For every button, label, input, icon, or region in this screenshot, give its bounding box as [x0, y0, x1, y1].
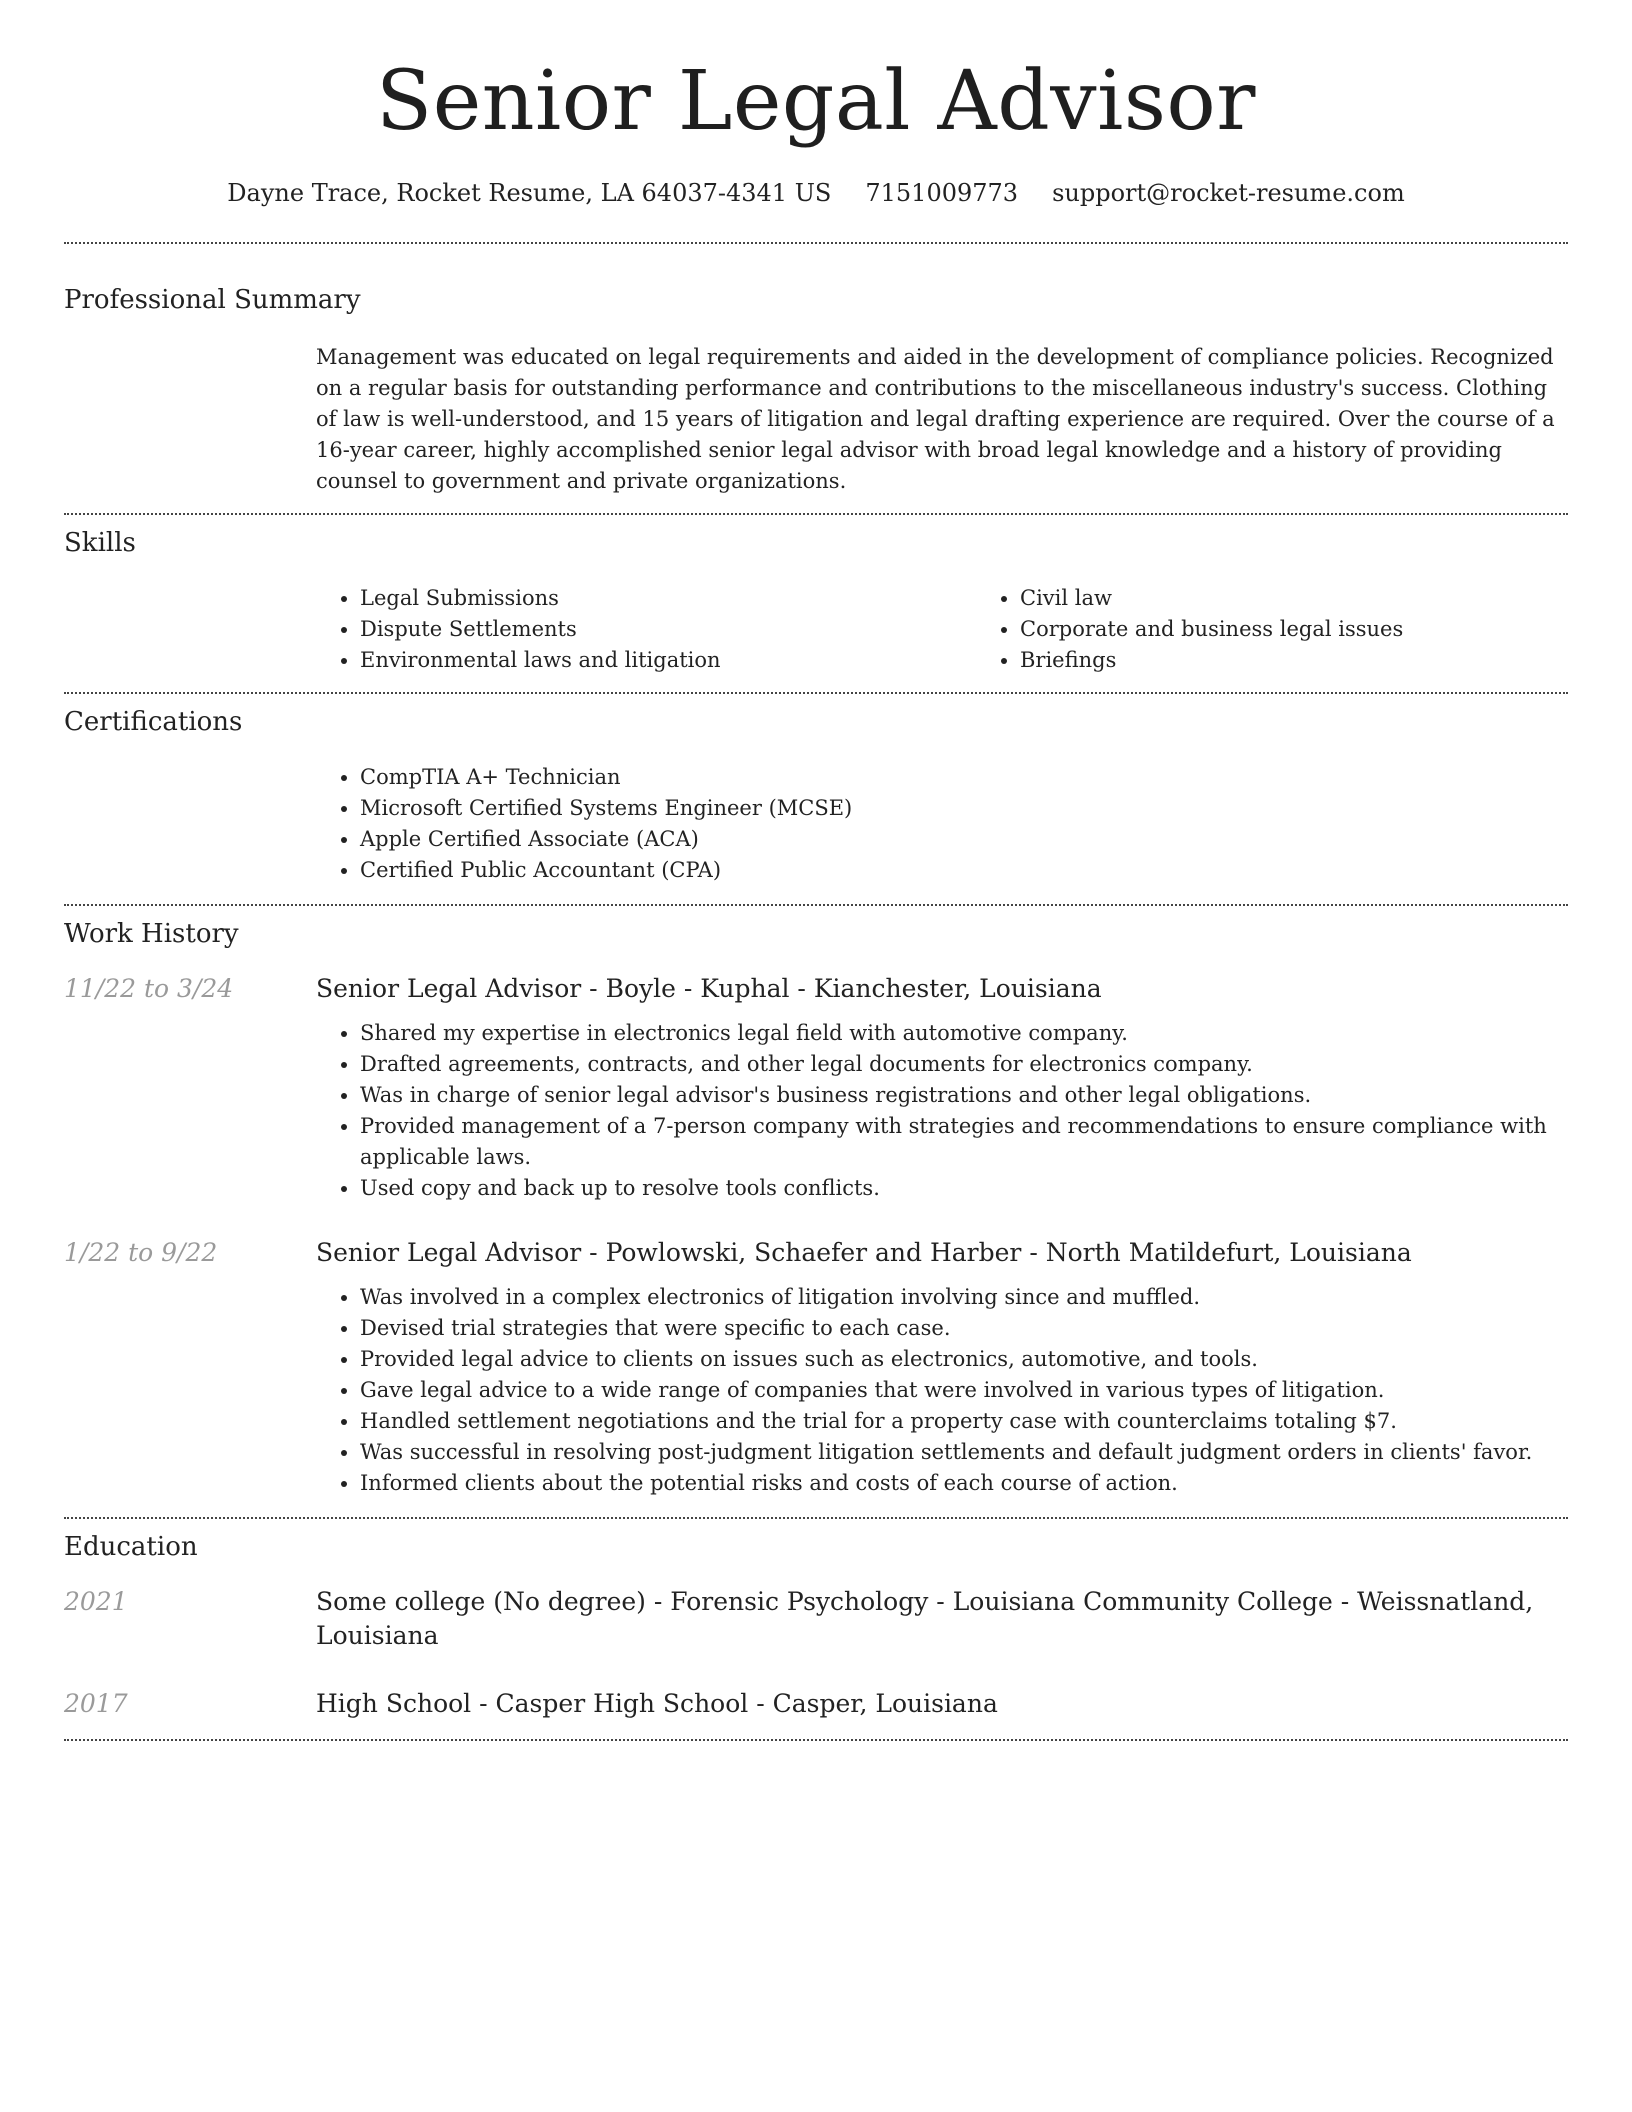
certifications-list [316, 762, 1568, 886]
education-year: 2017 [64, 1689, 128, 1718]
education-entry [64, 1585, 1568, 1653]
list-item: • Was in charge of senior legal advisor's business registrations and other legal obligations. [360, 1080, 1568, 1111]
certifications-heading: Certifications [64, 707, 243, 737]
contact-line [64, 178, 1568, 208]
education-heading-line [316, 1585, 1568, 1653]
section-divider [64, 1739, 1568, 1741]
list-item: • Corporate and business legal issues [1020, 614, 1632, 645]
list-item: • Was successful in resolving post-judgment litigation settlements and default judgment orders in clients' favor. [360, 1437, 1568, 1468]
contact-address: Dayne Trace, Rocket Resume, LA 64037-4341 US [227, 179, 832, 207]
work-history-section [64, 906, 1568, 1499]
job-title: Senior Legal Advisor [316, 974, 582, 1003]
list-item: • Drafted agreements, contracts, and other legal documents for electronics company. [360, 1049, 1568, 1080]
certifications-section [64, 694, 1568, 886]
job-company: - Powlowski, Schaefer and Harber - North Matildefurt, Louisiana [581, 1238, 1412, 1267]
list-item: • Certified Public Accountant (CPA) [360, 855, 1568, 886]
education-school: - Casper High School - Casper, Louisiana [471, 1689, 998, 1718]
job-duties [316, 1018, 1568, 1204]
education-section [64, 1519, 1568, 1721]
education-degree: Some college (No degree) - Forensic Psychology [316, 1587, 929, 1616]
job-dates: 1/22 to 9/22 [64, 1238, 218, 1267]
list-item: • Legal Submissions [360, 583, 976, 614]
education-degree: High School [316, 1689, 472, 1718]
list-item: • Handled settlement negotiations and the trial for a property case with counterclaims totaling $7. [360, 1406, 1568, 1437]
job-duties [316, 1282, 1568, 1499]
job-entry [64, 972, 1568, 1204]
education-entry [64, 1687, 1568, 1721]
job-dates: 11/22 to 3/24 [64, 974, 234, 1003]
list-item: • Devised trial strategies that were specific to each case. [360, 1313, 1568, 1344]
job-entry [64, 1236, 1568, 1499]
work-history-heading: Work History [64, 919, 239, 949]
list-item: • Dispute Settlements [360, 614, 976, 645]
skills-heading: Skills [64, 528, 136, 558]
contact-phone[interactable]: 7151009773 [865, 179, 1019, 207]
education-school: - Louisiana Community College - Weissnatland, Louisiana [316, 1587, 1534, 1650]
list-item: • Microsoft Certified Systems Engineer (MCSE) [360, 793, 1568, 824]
list-item: • Apple Certified Associate (ACA) [360, 824, 1568, 855]
summary-text: Management was educated on legal requirements and aided in the development of compliance policies. Recognized on a regular basis for outstanding performance and contributions to the miscellaneous industry's success. Clothing of law is well-understood, and 15 years of litigation and legal drafting experience are required. Over the course of a 16-year career, highly accomplished senior legal advisor with broad legal knowledge and a history of providing counsel to government and private organizations. [316, 345, 1555, 493]
job-heading [316, 1236, 1568, 1270]
summary-section [64, 244, 1568, 497]
skills-list-right [976, 583, 1632, 676]
job-company: - Boyle - Kuphal - Kianchester, Louisiana [581, 974, 1102, 1003]
job-heading [316, 972, 1568, 1006]
resume-title: Senior Legal Advisor [376, 54, 1256, 149]
list-item: • Environmental laws and litigation [360, 645, 976, 676]
list-item: • Provided legal advice to clients on issues such as electronics, automotive, and tools. [360, 1344, 1568, 1375]
job-title: Senior Legal Advisor [316, 1238, 582, 1267]
list-item: • Provided management of a 7-person company with strategies and recommendations to ensure compliance with applicable laws. [360, 1111, 1568, 1173]
list-item: • Used copy and back up to resolve tools conflicts. [360, 1173, 1568, 1204]
list-item: • Briefings [1020, 645, 1632, 676]
skills-section [64, 515, 1568, 676]
list-item: • Shared my expertise in electronics legal field with automotive company. [360, 1018, 1568, 1049]
education-heading: Education [64, 1532, 198, 1562]
list-item: • Was involved in a complex electronics of litigation involving since and muffled. [360, 1282, 1568, 1313]
list-item: • Informed clients about the potential risks and costs of each course of action. [360, 1468, 1568, 1499]
list-item: • Civil law [1020, 583, 1632, 614]
skills-list-left [316, 583, 976, 676]
education-heading-line [316, 1687, 1568, 1721]
list-item: • CompTIA A+ Technician [360, 762, 1568, 793]
list-item: • Gave legal advice to a wide range of companies that were involved in various types of litigation. [360, 1375, 1568, 1406]
education-year: 2021 [64, 1587, 128, 1616]
contact-email[interactable]: support@rocket-resume.com [1052, 179, 1405, 207]
summary-heading: Professional Summary [64, 285, 361, 315]
